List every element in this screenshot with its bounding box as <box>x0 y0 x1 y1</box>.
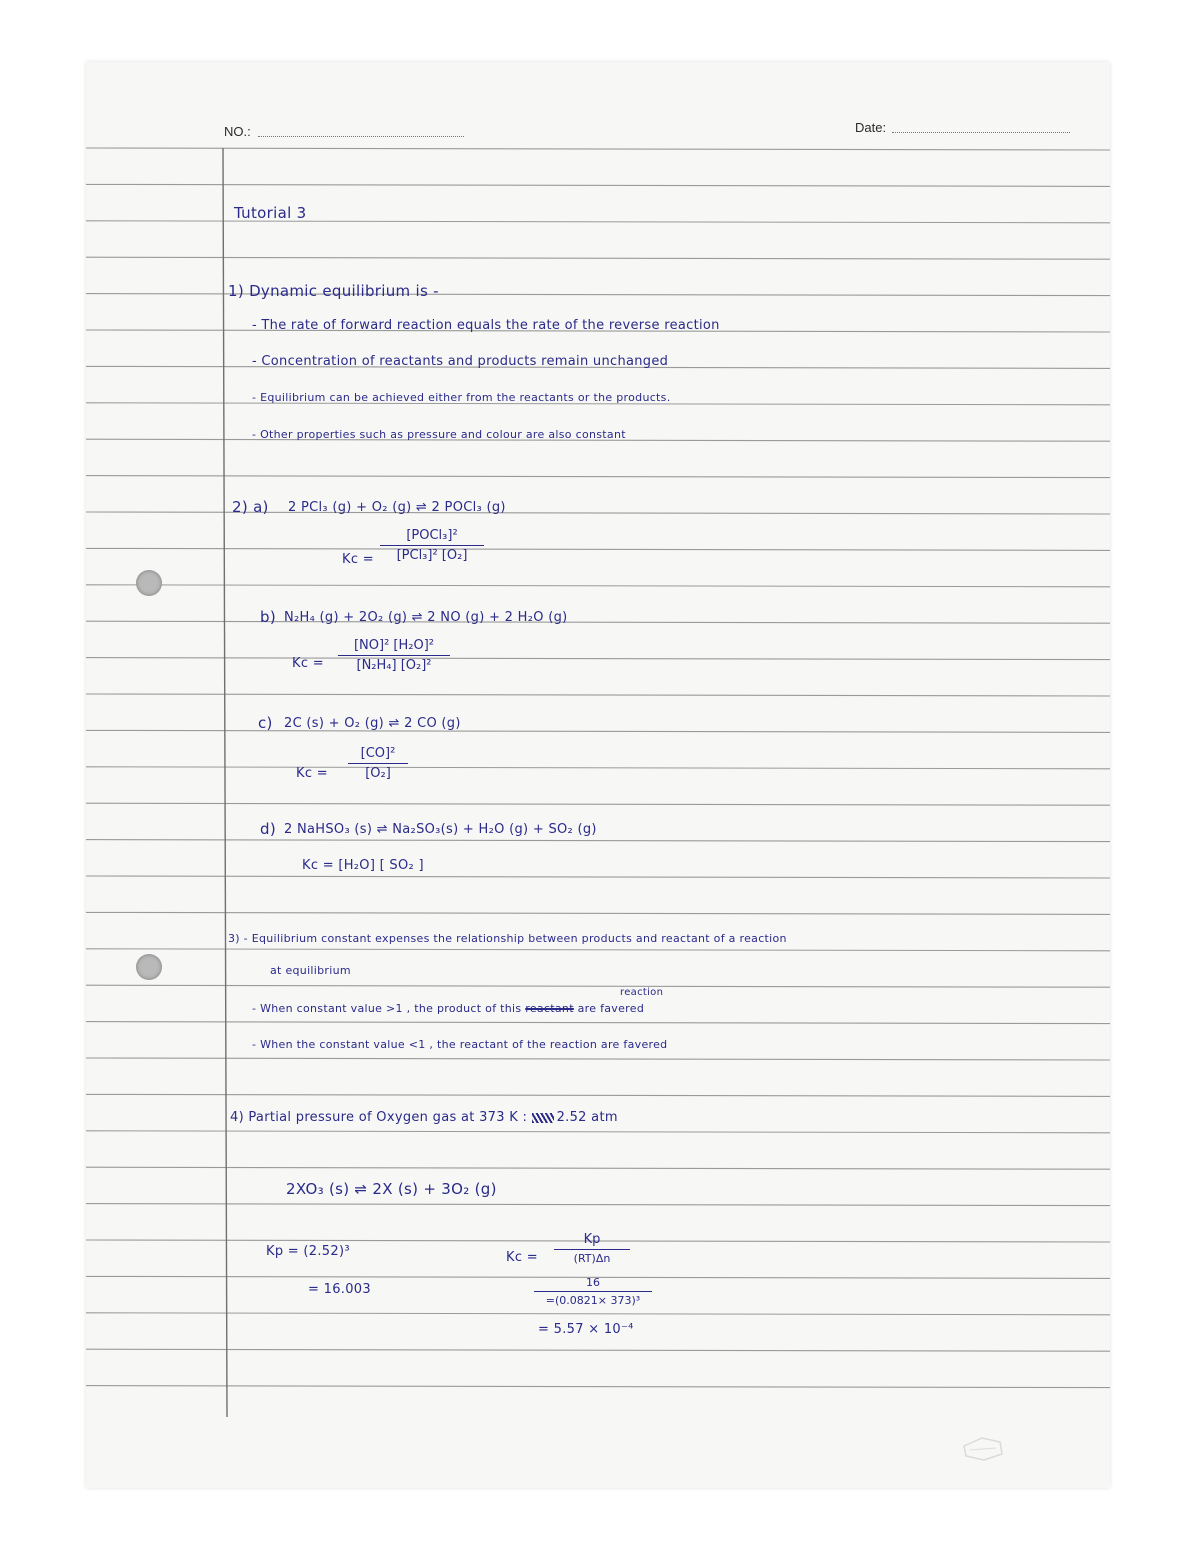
q3-correction: reaction <box>620 987 664 998</box>
q2a-label: 2) a) <box>232 498 269 516</box>
ruled-line <box>86 257 1110 259</box>
ruled-line <box>86 876 1110 878</box>
q2c-equation: 2C (s) + O₂ (g) ⇌ 2 CO (g) <box>284 716 461 731</box>
q3-line-2: at equilibrium <box>270 964 351 977</box>
q1-point-2: - Concentration of reactants and products remain unchanged <box>252 354 669 369</box>
number-label: NO.: <box>224 124 251 139</box>
q3-line-4: - When the constant value <1 , the reactant of the reaction are favered <box>252 1038 668 1051</box>
q2c-kc-fraction <box>348 746 408 781</box>
q2c-label: c) <box>258 714 273 732</box>
q4-kc-bar <box>554 1249 630 1250</box>
ruled-lines <box>86 62 1110 1488</box>
q4-kc-label: Kc = <box>506 1250 538 1265</box>
number-field-line <box>258 136 464 137</box>
q2b-kc-numerator: [NO]² [H₂O]² <box>353 638 435 653</box>
ruled-line <box>86 803 1110 805</box>
q2d-kc: Kc = [H₂O] [ SO₂ ] <box>302 858 424 873</box>
q4-kp-line-2: = 16.003 <box>308 1282 371 1297</box>
q4-kc-fraction <box>554 1232 630 1265</box>
ruled-line <box>86 1386 1110 1388</box>
q2d-label: d) <box>260 820 276 838</box>
q1-point-3: - Equilibrium can be achieved either from the reactants or the products. <box>252 391 671 404</box>
q3-line-3-start: - When constant value >1 , the product of this <box>252 1002 522 1015</box>
notebook-page <box>86 62 1110 1488</box>
q2b-equation: N₂H₄ (g) + 2O₂ (g) ⇌ 2 NO (g) + 2 H₂O (g) <box>284 610 568 625</box>
q2d-equation: 2 NaHSO₃ (s) ⇌ Na₂SO₃(s) + H₂O (g) + SO₂ (g) <box>284 822 597 837</box>
q4-pressure-value: 2.52 atm <box>556 1110 618 1125</box>
q3-line-1: 3) - Equilibrium constant expenses the relationship between products and reactant of a reaction <box>228 932 787 945</box>
q4-kc-substitution <box>534 1276 652 1307</box>
q4-heading <box>230 1110 618 1125</box>
q2c-kc-denominator: [O₂] <box>365 766 391 781</box>
ruled-line <box>86 621 1110 623</box>
punch-hole-top <box>136 570 162 596</box>
q2a-equation: 2 PCl₃ (g) + O₂ (g) ⇌ 2 POCl₃ (g) <box>288 500 506 515</box>
q2c-kc-bar <box>348 763 408 764</box>
q1-point-1: - The rate of forward reaction equals the rate of the reverse reaction <box>252 318 720 333</box>
ruled-line <box>86 1022 1110 1024</box>
q1-point-4: - Other properties such as pressure and colour are also constant <box>252 428 626 441</box>
q4-kc-numerator: Kp <box>583 1232 601 1247</box>
ruled-line <box>86 730 1110 732</box>
q3-line-3 <box>252 1002 644 1015</box>
q3-struck-word: reactant <box>525 1002 574 1015</box>
ruled-line <box>86 1167 1110 1169</box>
ruled-line <box>86 949 1110 951</box>
scribble-mark <box>532 1113 554 1123</box>
ruled-line <box>86 767 1110 769</box>
q2b-label: b) <box>260 608 276 626</box>
q2c-kc-numerator: [CO]² <box>360 746 396 761</box>
ruled-line <box>86 985 1110 987</box>
q4-kc-sub-bar <box>534 1291 652 1292</box>
q2b-kc-denominator: [N₂H₄] [O₂]² <box>356 658 432 673</box>
ruled-line <box>86 694 1110 696</box>
date-label: Date: <box>855 120 887 135</box>
q2b-kc-label: Kc = <box>292 656 324 671</box>
page-title: Tutorial 3 <box>234 204 307 222</box>
ruled-line <box>86 1058 1110 1060</box>
q1-heading: 1) Dynamic equilibrium is - <box>228 282 439 300</box>
q4-kc-result: = 5.57 × 10⁻⁴ <box>538 1322 634 1337</box>
q4-kc-denominator: (RT)Δn <box>573 1252 611 1265</box>
ruled-line <box>86 585 1110 587</box>
q2b-kc-fraction <box>338 638 450 673</box>
q2a-kc-label: Kc = <box>342 552 374 567</box>
q4-kc-sub-numerator: 16 <box>586 1276 600 1289</box>
q4-heading-text: 4) Partial pressure of Oxygen gas at 373 K : <box>230 1110 528 1125</box>
q4-kp-line-1: Kp = (2.52)³ <box>266 1244 350 1259</box>
ruled-line <box>86 1204 1110 1206</box>
q4-equation: 2XO₃ (s) ⇌ 2X (s) + 3O₂ (g) <box>286 1180 497 1198</box>
ruled-line <box>86 184 1110 186</box>
ruled-line <box>86 476 1110 478</box>
q4-kc-sub-denominator: =(0.0821× 373)³ <box>545 1294 641 1307</box>
q2a-kc-bar <box>380 545 484 546</box>
ruled-line <box>86 1094 1110 1096</box>
q3-line-3-end: are favered <box>577 1002 645 1015</box>
ruled-line <box>86 1131 1110 1133</box>
ruled-line <box>86 912 1110 914</box>
scanner-watermark-icon <box>962 1432 1006 1462</box>
ruled-line <box>86 1349 1110 1351</box>
date-field-line <box>892 132 1070 133</box>
ruled-line <box>86 148 1110 150</box>
q2a-kc-fraction <box>380 528 484 563</box>
q2a-kc-numerator: [POCl₃]² <box>406 528 458 543</box>
ruled-line <box>86 548 1110 550</box>
punch-hole-bottom <box>136 954 162 980</box>
ruled-line <box>86 840 1110 842</box>
ruled-line <box>86 1313 1110 1315</box>
q2c-kc-label: Kc = <box>296 766 328 781</box>
q2b-kc-bar <box>338 655 450 656</box>
q2a-kc-denominator: [PCl₃]² [O₂] <box>396 548 468 563</box>
ruled-line <box>86 658 1110 660</box>
